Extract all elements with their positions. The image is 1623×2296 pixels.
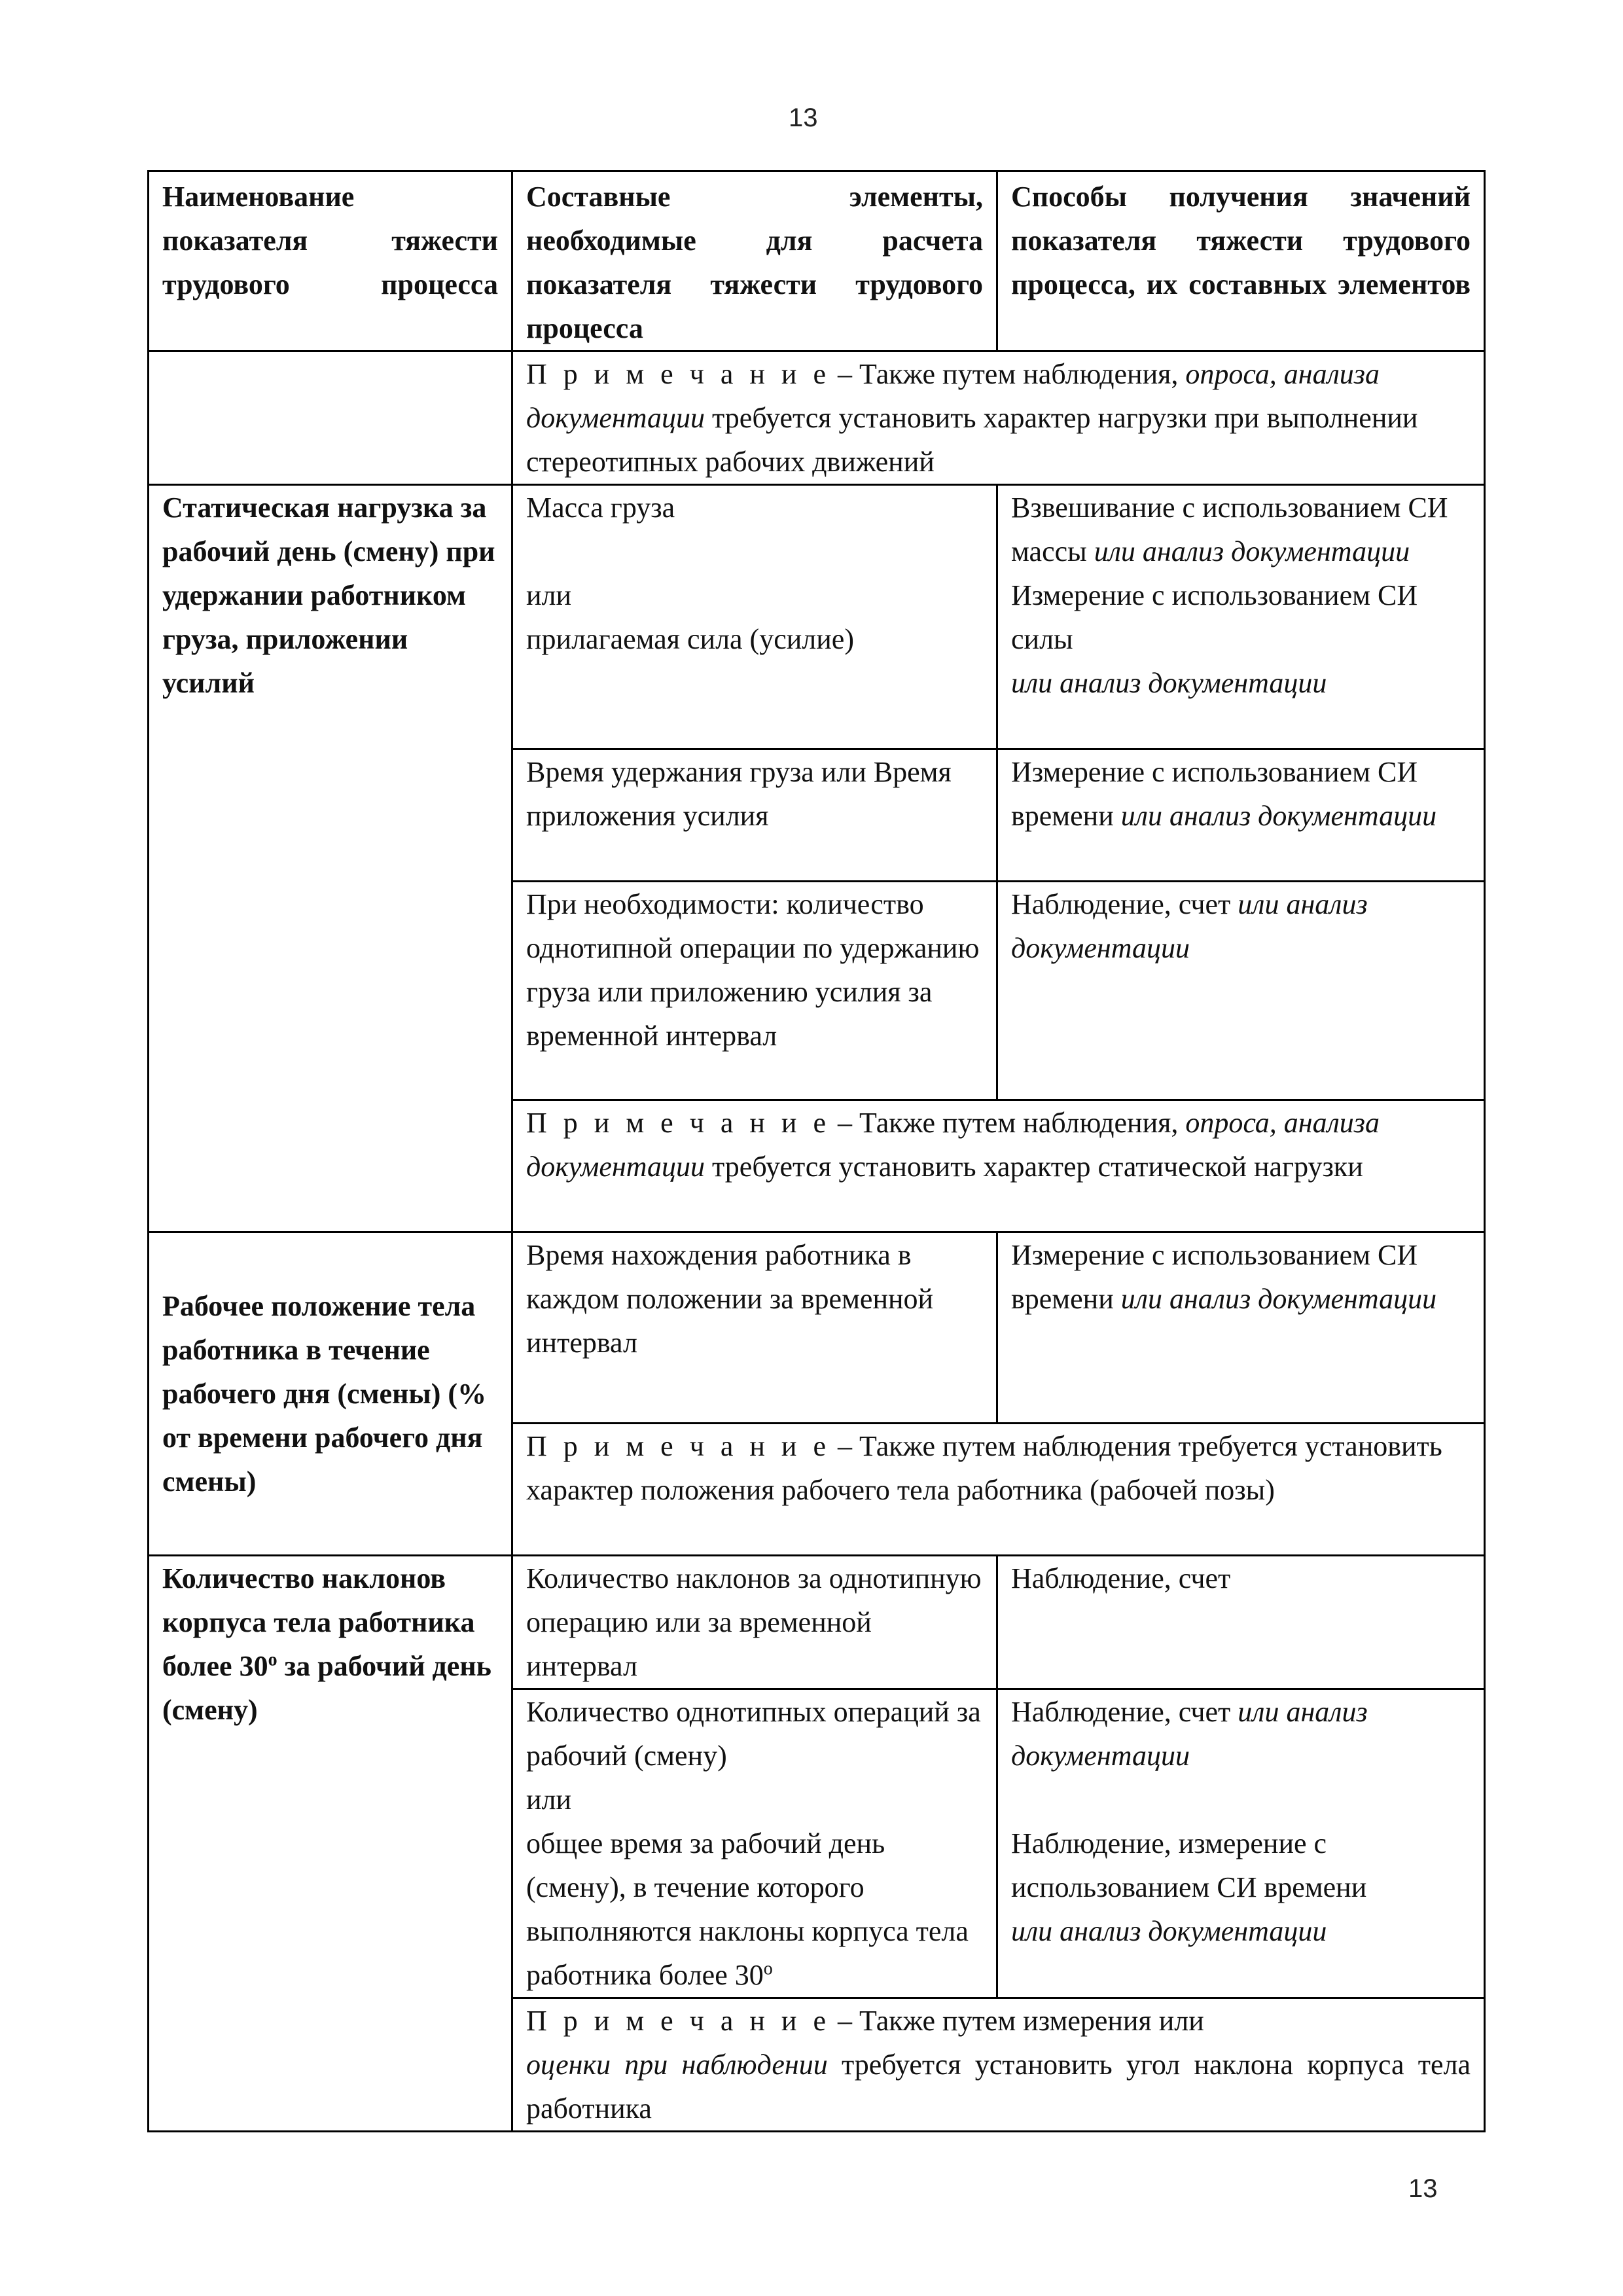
page-number-bottom: 13 bbox=[1408, 2174, 1438, 2203]
static-load-row-mass bbox=[149, 485, 1485, 749]
header-row bbox=[149, 171, 1485, 351]
bends-count-cell: Количество наклонов за однотипную операцию или за временной интервал bbox=[512, 1556, 997, 1689]
note-row-1 bbox=[149, 351, 1485, 485]
bends-row-count bbox=[149, 1556, 1485, 1689]
static-load-name: Статическая нагрузка за рабочий день (смену) при удержании работником груза, приложении усилий bbox=[149, 485, 512, 1232]
note-cell-1: П р и м е ч а н и е – Также путем наблюдения, опроса, анализа документации требуется установить характер нагрузки при выполнении стереотипных рабочих движений bbox=[512, 351, 1485, 485]
bends-total-cell: Количество однотипных операций за рабочий (смену) или общее время за рабочий день (смену), в течение которого выполняются наклоны корпуса тела работника более 30$^o$ bbox=[512, 1689, 997, 1998]
body-position-row-time bbox=[149, 1232, 1485, 1424]
empty-name-cell bbox=[149, 351, 512, 485]
header-col2: Составные элементы, необходимые для расчета показателя тяжести трудового процесса bbox=[512, 171, 997, 351]
static-load-count-cell: При необходимости: количество однотипной операции по удержанию груза или приложению усилия за временной интервал bbox=[512, 882, 997, 1100]
bends-total-method: Наблюдение, счет или анализ документации Наблюдение, измерение с использованием СИ времени или анализ документации bbox=[997, 1689, 1485, 1998]
body-position-note-cell: П р и м е ч а н и е – Также путем наблюдения требуется установить характер положения рабочего тела работника (рабочей позы) bbox=[512, 1424, 1485, 1556]
body-position-time-method: Измерение с использованием СИ времени или анализ документации bbox=[997, 1232, 1485, 1424]
body-position-name: Рабочее положение тела работника в течение рабочего дня (смены) (% от времени рабочего дня смены) bbox=[149, 1232, 512, 1556]
header-col3: Способы получения значений показателя тяжести трудового процесса, их составных элементов bbox=[997, 171, 1485, 351]
static-load-time-cell: Время удержания груза или Время приложения усилия bbox=[512, 749, 997, 882]
static-load-count-method: Наблюдение, счет или анализ документации bbox=[997, 882, 1485, 1100]
body-position-time-cell: Время нахождения работника в каждом положении за временной интервал bbox=[512, 1232, 997, 1424]
bends-name: Количество наклонов корпуса тела работника более 30$^o$ за рабочий день (смену) bbox=[149, 1556, 512, 2132]
labor-severity-table bbox=[147, 170, 1486, 2132]
bends-count-method: Наблюдение, счет bbox=[997, 1556, 1485, 1689]
page-number-top: 13 bbox=[789, 103, 818, 132]
static-load-note-cell: П р и м е ч а н и е – Также путем наблюдения, опроса, анализа документации требуется установить характер статической нагрузки bbox=[512, 1100, 1485, 1232]
static-load-mass-method: Взвешивание с использованием СИ массы или анализ документации Измерение с использованием СИ силы или анализ документации bbox=[997, 485, 1485, 749]
static-load-time-method: Измерение с использованием СИ времени или анализ документации bbox=[997, 749, 1485, 882]
bends-note-cell: П р и м е ч а н и е – Также путем измерения или оценки при наблюдении требуется установить угол наклона корпуса тела работника bbox=[512, 1998, 1485, 2132]
header-col1: Наименование показателя тяжести трудового процесса bbox=[149, 171, 512, 351]
static-load-mass-cell: Масса груза или прилагаемая сила (усилие) bbox=[512, 485, 997, 749]
